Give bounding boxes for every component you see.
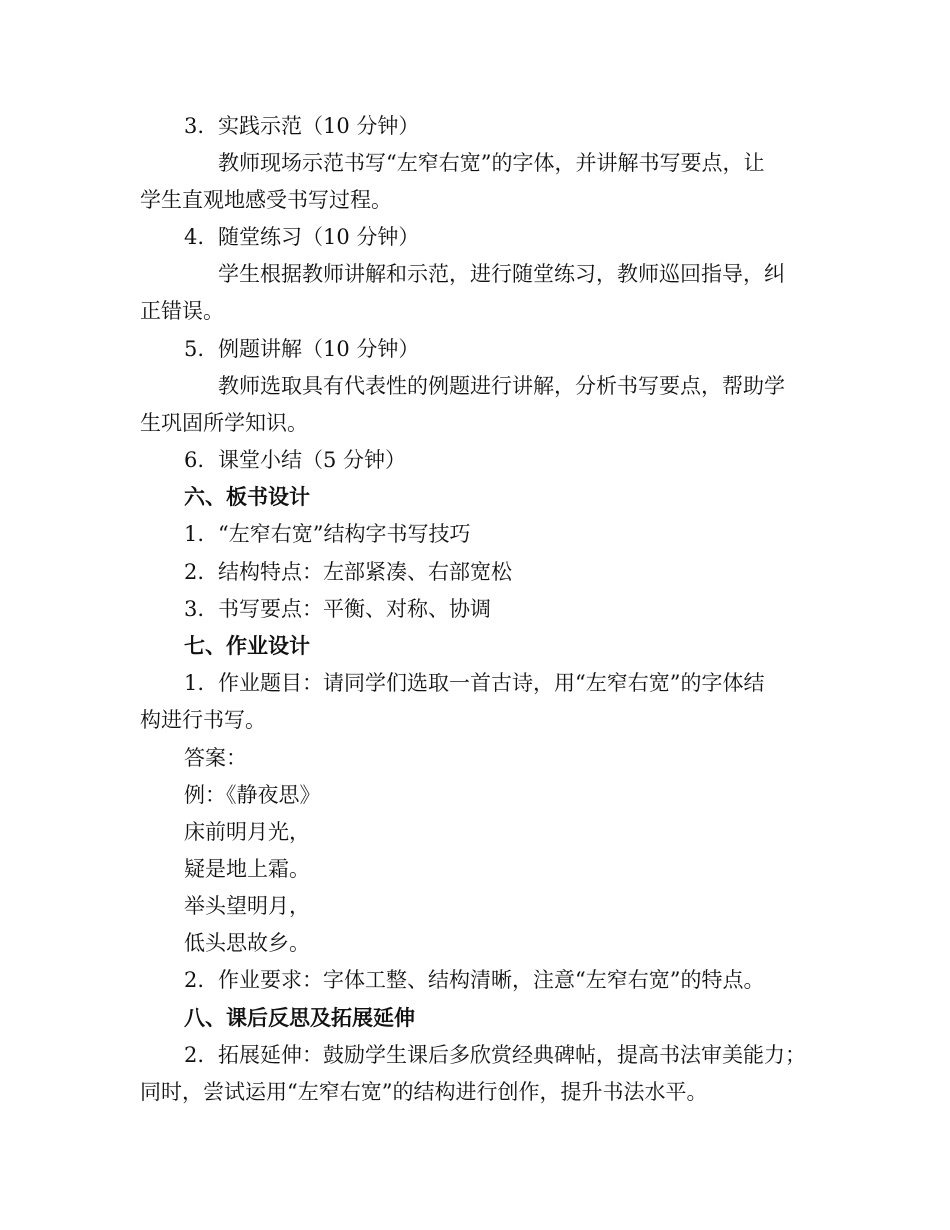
poem-line: 床前明月光，: [184, 820, 310, 844]
item-number: 5.: [184, 337, 205, 361]
item-text: 作业题目：请同学们选取一首古诗，用“左窄右宽”的字体结: [218, 671, 765, 695]
item-title: 课堂小结（5 分钟）: [218, 448, 407, 472]
paragraph-line: 学生根据教师讲解和示范，进行随堂练习，教师巡回指导，纠: [218, 262, 785, 286]
list-item: [184, 521, 470, 547]
paragraph-line: 正错误。: [140, 299, 224, 323]
paragraph-line: 生巩固所学知识。: [140, 411, 308, 435]
poem-line: 低头思故乡。: [184, 931, 310, 955]
item-number: 2.: [184, 968, 205, 992]
section-heading: 八、课后反思及拓展延伸: [184, 1006, 415, 1030]
item-number: 1.: [184, 671, 205, 695]
item-number: 6.: [184, 448, 205, 472]
list-item: [184, 596, 491, 622]
item-number: 3.: [184, 114, 205, 138]
item-number: 2.: [184, 560, 205, 584]
item-text: 结构特点：左部紧凑、右部宽松: [218, 560, 512, 584]
section-heading: 七、作业设计: [184, 634, 310, 658]
item-title: 实践示范（10 分钟）: [218, 114, 420, 138]
list-item-summary: [184, 447, 406, 473]
answer-label: 答案：: [184, 746, 247, 770]
list-item: [184, 559, 512, 585]
list-item-example-explain: [184, 336, 419, 362]
paragraph-line: 教师选取具有代表性的例题进行讲解，分析书写要点，帮助学: [218, 374, 785, 398]
list-item-classroom-practice: [184, 224, 419, 250]
paragraph-line: 同时，尝试运用“左窄右宽”的结构进行创作，提升书法水平。: [140, 1080, 708, 1104]
list-item-homework-requirement: [184, 967, 764, 993]
item-text: 作业要求：字体工整、结构清晰，注意“左窄右宽”的特点。: [218, 968, 765, 992]
item-title: 例题讲解（10 分钟）: [218, 337, 420, 361]
item-text: “左窄右宽”结构字书写技巧: [218, 522, 471, 546]
list-item-practice-demo: [184, 113, 419, 139]
item-title: 随堂练习（10 分钟）: [218, 225, 420, 249]
paragraph-line: 学生直观地感受书写过程。: [140, 188, 392, 212]
section-heading: 六、板书设计: [184, 485, 310, 509]
poem-line: 疑是地上霜。: [184, 857, 310, 881]
paragraph-line: 构进行书写。: [140, 708, 266, 732]
list-item-homework-topic: [184, 670, 764, 696]
item-number: 4.: [184, 225, 205, 249]
item-number: 2.: [184, 1043, 205, 1067]
example-label: 例：《静夜思》: [184, 783, 321, 807]
paragraph-line: 教师现场示范书写“左窄右宽”的字体，并讲解书写要点，让: [218, 151, 765, 175]
item-text: 拓展延伸：鼓励学生课后多欣赏经典碑帖，提高书法审美能力；: [218, 1043, 806, 1067]
poem-line: 举头望明月，: [184, 894, 310, 918]
item-number: 1.: [184, 522, 205, 546]
item-number: 3.: [184, 597, 205, 621]
list-item-extension: [184, 1042, 806, 1068]
item-text: 书写要点：平衡、对称、协调: [218, 597, 491, 621]
